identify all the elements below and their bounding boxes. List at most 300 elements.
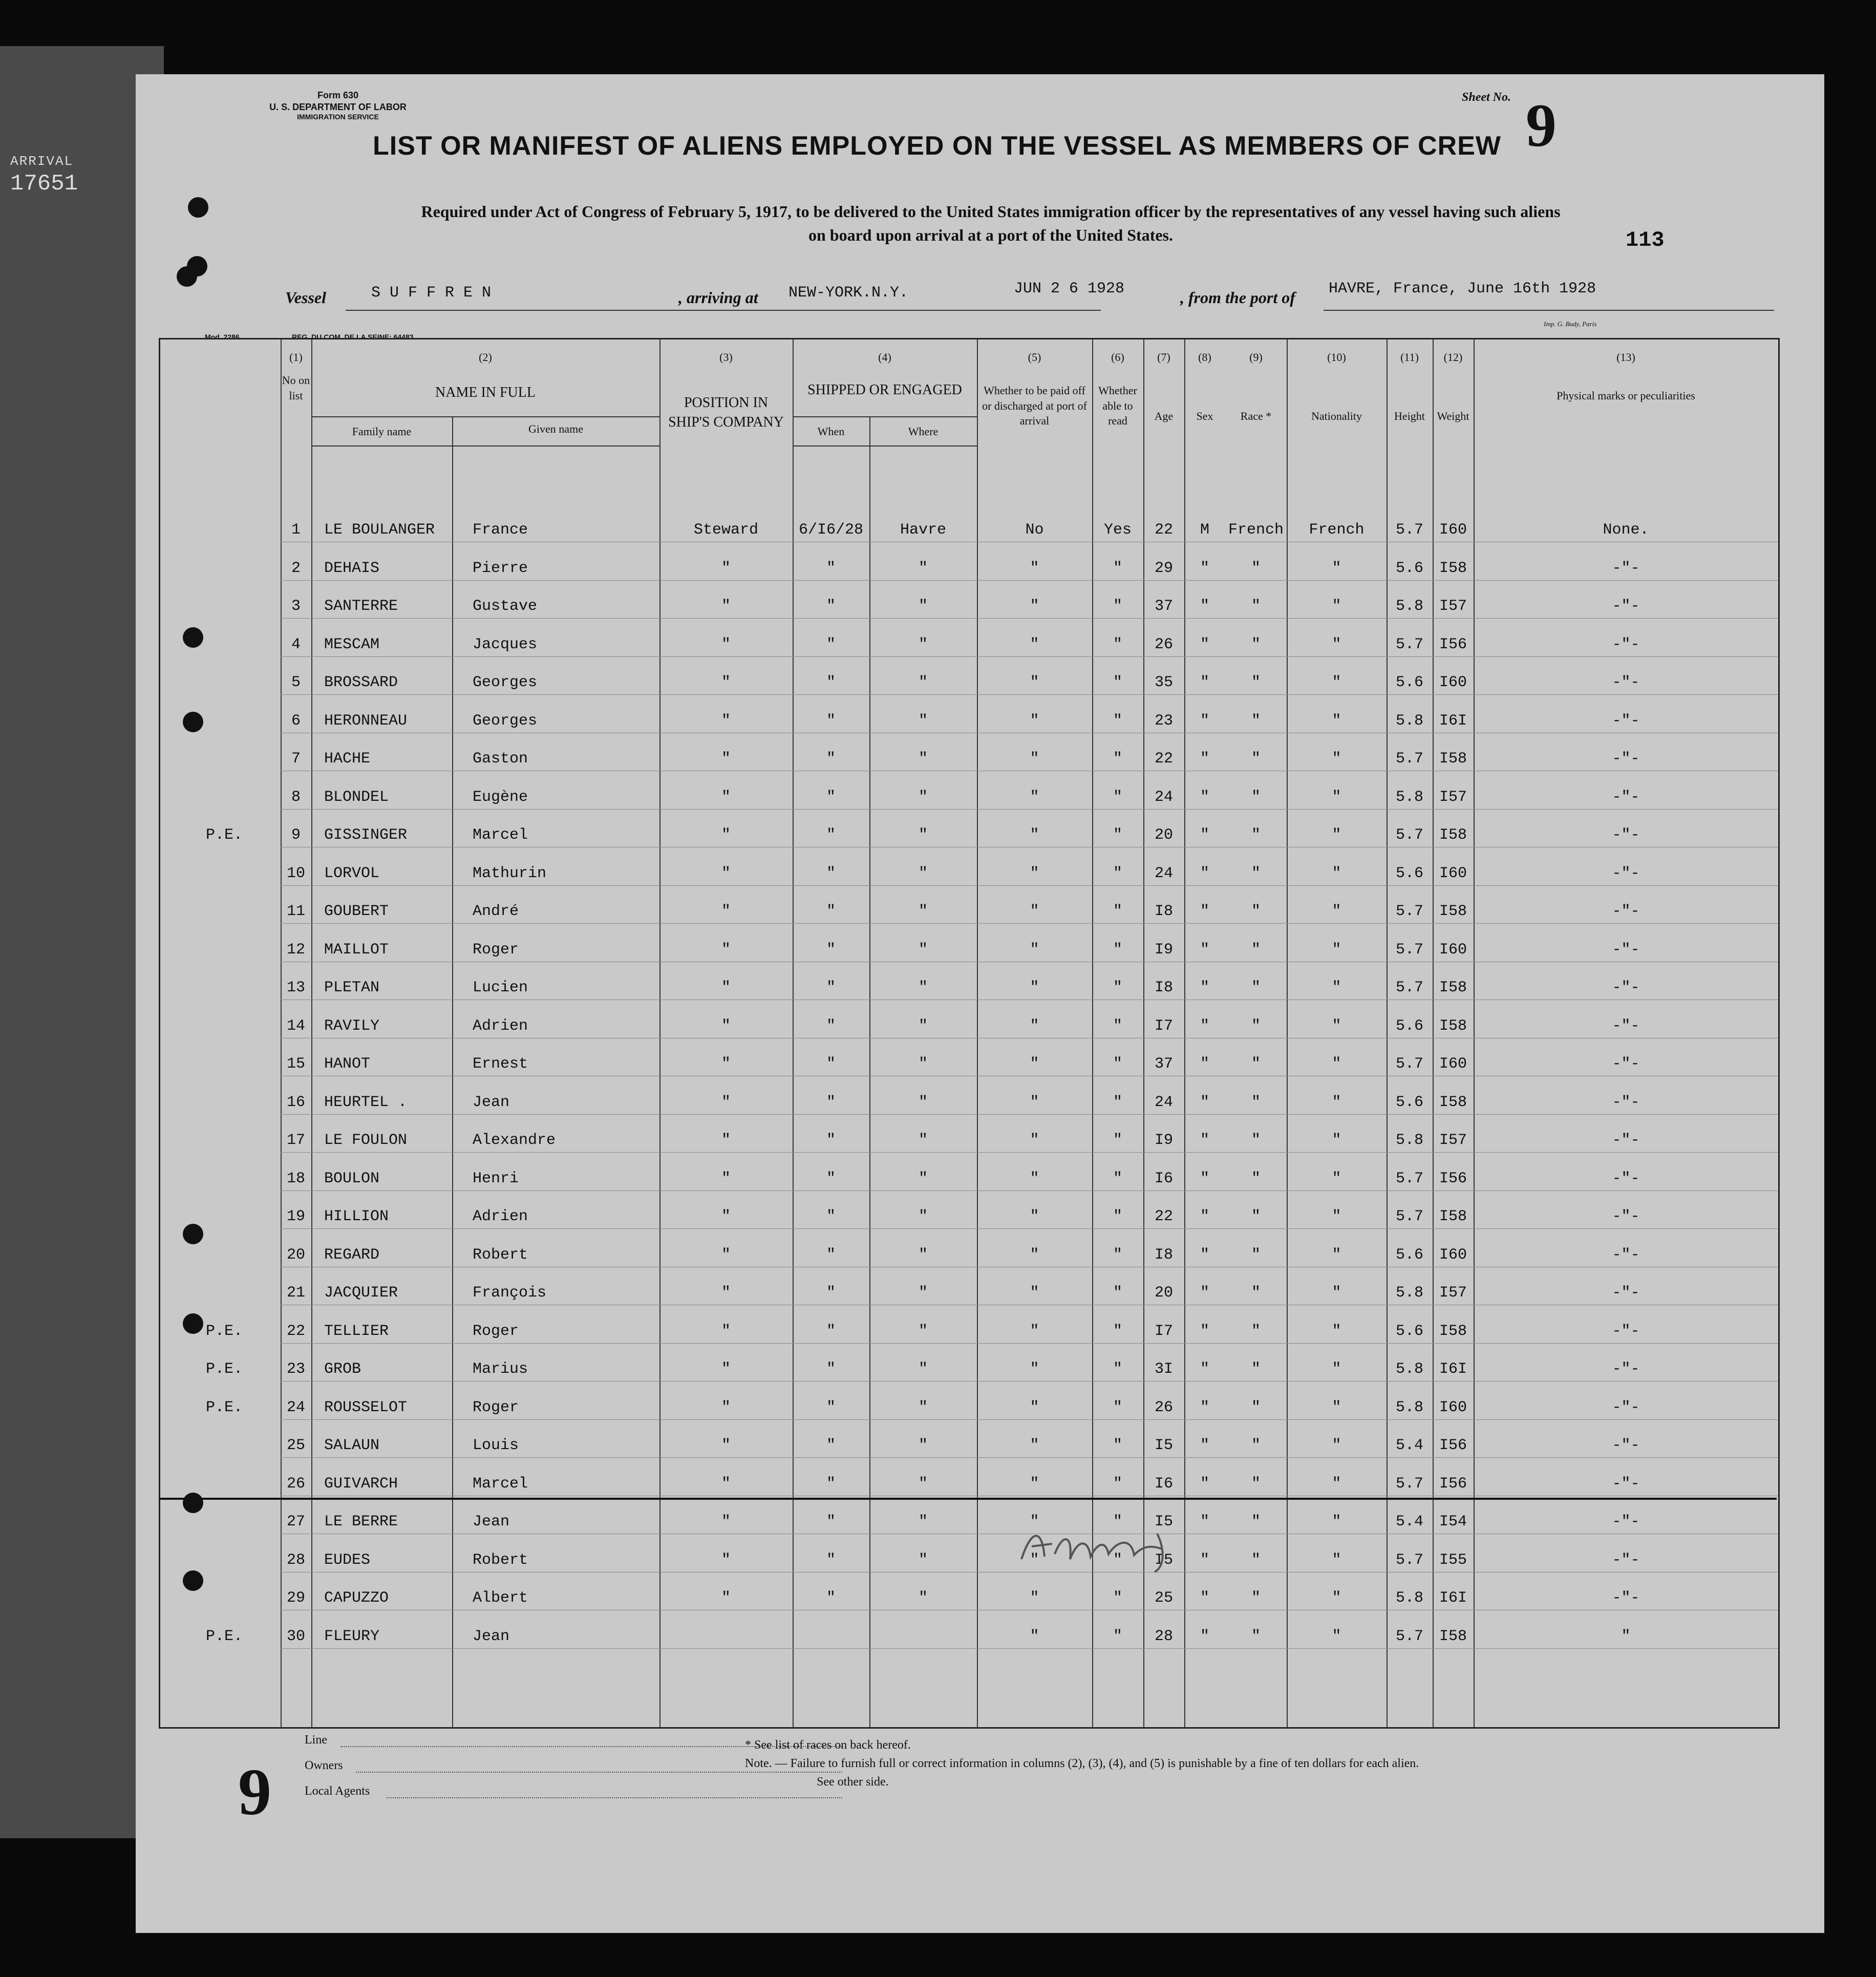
header-height: Height <box>1394 410 1425 422</box>
shipped-when-cell: " <box>826 1208 836 1225</box>
paid-off-cell: " <box>1030 1437 1039 1454</box>
weight-cell: I6I <box>1439 1589 1467 1607</box>
physical-marks-cell: -"- <box>1612 1475 1640 1493</box>
paid-off-cell: " <box>1030 788 1039 806</box>
sex-cell: " <box>1200 1360 1209 1378</box>
weight-cell: I55 <box>1439 1551 1467 1569</box>
position-cell: " <box>721 1017 731 1035</box>
position-cell: " <box>721 1208 731 1225</box>
shipped-when-cell: " <box>826 1017 836 1035</box>
weight-cell: I60 <box>1439 521 1467 539</box>
able-to-read-cell: " <box>1113 635 1122 653</box>
paid-off-cell: " <box>1030 674 1039 691</box>
strike-through-line <box>159 1498 1777 1500</box>
sex-cell: " <box>1200 1246 1209 1264</box>
weight-cell: I56 <box>1439 1170 1467 1187</box>
physical-marks-cell: -"- <box>1612 750 1640 768</box>
position-cell: " <box>721 559 731 577</box>
row-rule <box>281 1114 1778 1115</box>
height-cell: 5.6 <box>1395 1017 1423 1035</box>
row-rule <box>281 1152 1778 1153</box>
paid-off-cell: " <box>1030 1170 1039 1187</box>
physical-marks-cell: -"- <box>1612 1017 1640 1035</box>
weight-cell: I6I <box>1439 712 1467 730</box>
header-age: Age <box>1154 410 1174 422</box>
shipped-when-cell: 6/I6/28 <box>798 521 864 539</box>
nationality-cell: " <box>1332 1246 1341 1264</box>
nationality-cell: " <box>1332 1132 1341 1149</box>
shipped-where-cell: " <box>918 635 928 653</box>
able-to-read-cell: " <box>1113 1093 1122 1111</box>
age-cell: I8 <box>1154 1246 1173 1264</box>
row-number-cell: 22 <box>286 1322 305 1340</box>
weight-cell: I60 <box>1439 1055 1467 1073</box>
given-name-cell: Jean <box>473 1627 510 1645</box>
family-name-cell: BROSSARD <box>324 674 398 691</box>
physical-marks-cell: -"- <box>1612 1360 1640 1378</box>
shipped-where-cell: " <box>918 750 928 768</box>
row-number-cell: 24 <box>286 1398 305 1416</box>
sex-cell: " <box>1200 1398 1209 1416</box>
row-number-cell: 5 <box>291 674 301 691</box>
weight-cell: I56 <box>1439 635 1467 653</box>
physical-marks-cell: -"- <box>1612 1055 1640 1073</box>
from-port: HAVRE, France, June 16th 1928 <box>1329 280 1596 297</box>
shipped-when-cell: " <box>826 1055 836 1073</box>
able-to-read-cell: " <box>1113 1627 1122 1645</box>
height-cell: 5.8 <box>1395 788 1423 806</box>
shipped-where-cell: " <box>918 1284 928 1302</box>
sex-cell: " <box>1200 1017 1209 1035</box>
able-to-read-cell: " <box>1113 941 1122 959</box>
nationality-cell: " <box>1332 903 1341 920</box>
row-rule <box>281 885 1778 886</box>
header-rule <box>793 416 977 417</box>
sex-cell: " <box>1200 1284 1209 1302</box>
shipped-when-cell: " <box>826 941 836 959</box>
race-cell: " <box>1251 1208 1261 1225</box>
header-where: Where <box>908 425 939 438</box>
race-cell: " <box>1251 1437 1261 1454</box>
sex-cell: " <box>1200 1055 1209 1073</box>
nationality-cell: " <box>1332 1589 1341 1607</box>
weight-cell: I58 <box>1439 979 1467 996</box>
age-cell: 26 <box>1154 1398 1173 1416</box>
position-cell: " <box>721 674 731 691</box>
sex-cell: " <box>1200 1437 1209 1454</box>
height-cell: 5.8 <box>1395 1398 1423 1416</box>
position-cell: " <box>721 1246 731 1264</box>
row-number-cell: 15 <box>286 1055 305 1073</box>
height-cell: 5.6 <box>1395 864 1423 882</box>
shipped-where-cell: " <box>918 1170 928 1187</box>
row-number-cell: 18 <box>286 1170 305 1187</box>
annotation-cell: P.E. <box>205 826 243 844</box>
age-cell: I7 <box>1154 1322 1173 1340</box>
shipped-where-cell: " <box>918 559 928 577</box>
sex-cell: " <box>1200 1322 1209 1340</box>
height-cell: 5.6 <box>1395 1246 1423 1264</box>
row-number-cell: 6 <box>291 712 301 730</box>
column-number: (7) <box>1157 351 1170 364</box>
paid-off-cell: " <box>1030 1551 1039 1569</box>
given-name-cell: Jean <box>473 1513 510 1530</box>
race-cell: " <box>1251 941 1261 959</box>
arriving-port: NEW-YORK.N.Y. <box>788 284 909 302</box>
race-cell: " <box>1251 1513 1261 1530</box>
height-cell: 5.8 <box>1395 1284 1423 1302</box>
given-name-cell: Roger <box>473 941 519 959</box>
shipped-when-cell: " <box>826 1360 836 1378</box>
weight-cell: I57 <box>1439 788 1467 806</box>
given-name-cell: Georges <box>473 674 538 691</box>
header-rule <box>311 445 659 447</box>
shipped-where-cell: " <box>918 1246 928 1264</box>
sex-cell: " <box>1200 1475 1209 1493</box>
paid-off-cell: " <box>1030 559 1039 577</box>
footer-owners-label: Owners <box>305 1759 343 1772</box>
nationality-cell: " <box>1332 1551 1341 1569</box>
paid-off-cell: " <box>1030 1055 1039 1073</box>
position-cell: " <box>721 1513 731 1530</box>
manifest-page <box>136 74 1824 1933</box>
height-cell: 5.4 <box>1395 1513 1423 1530</box>
row-number-cell: 16 <box>286 1093 305 1111</box>
column-number: (9) <box>1249 351 1263 364</box>
service-name: IMMIGRATION SERVICE <box>297 113 379 121</box>
sex-cell: " <box>1200 826 1209 844</box>
position-cell: " <box>721 788 731 806</box>
row-rule <box>281 580 1778 581</box>
position-cell: " <box>721 1437 731 1454</box>
nationality-cell: " <box>1332 1170 1341 1187</box>
shipped-where-cell: " <box>918 979 928 996</box>
row-rule <box>281 1228 1778 1229</box>
header-shipped: SHIPPED OR ENGAGED <box>807 382 962 398</box>
shipped-where-cell: " <box>918 941 928 959</box>
column-number: (4) <box>878 351 891 364</box>
physical-marks-cell: " <box>1621 1627 1631 1645</box>
family-name-cell: LE BOULANGER <box>324 521 435 539</box>
sex-cell: " <box>1200 635 1209 653</box>
given-name-cell: Eugène <box>473 788 528 806</box>
race-cell: " <box>1251 1551 1261 1569</box>
position-cell: " <box>721 712 731 730</box>
weight-cell: I58 <box>1439 903 1467 920</box>
column-number: (11) <box>1400 351 1419 364</box>
age-cell: I9 <box>1154 1132 1173 1149</box>
physical-marks-cell: -"- <box>1612 635 1640 653</box>
footer-agents-field <box>387 1797 842 1798</box>
row-number-cell: 10 <box>286 864 305 882</box>
age-cell: I6 <box>1154 1475 1173 1493</box>
shipped-when-cell: " <box>826 674 836 691</box>
physical-marks-cell: -"- <box>1612 864 1640 882</box>
paid-off-cell: No <box>1025 521 1044 539</box>
race-cell: " <box>1251 864 1261 882</box>
shipped-when-cell: " <box>826 1437 836 1454</box>
shipped-where-cell: " <box>918 1055 928 1073</box>
family-name-cell: HACHE <box>324 750 371 768</box>
row-number-cell: 8 <box>291 788 301 806</box>
header-given-name: Given name <box>528 422 583 435</box>
paid-off-cell: " <box>1030 1360 1039 1378</box>
header-no-on-list: No on list <box>282 374 310 402</box>
height-cell: 5.8 <box>1395 712 1423 730</box>
given-name-cell: Georges <box>473 712 538 730</box>
able-to-read-cell: " <box>1113 979 1122 996</box>
nationality-cell: " <box>1332 1208 1341 1225</box>
row-number-cell: 30 <box>286 1627 305 1645</box>
family-name-cell: LORVOL <box>324 864 380 882</box>
physical-marks-cell: -"- <box>1612 979 1640 996</box>
age-cell: 20 <box>1154 826 1173 844</box>
able-to-read-cell: " <box>1113 1551 1122 1569</box>
paid-off-cell: " <box>1030 1627 1039 1645</box>
given-name-cell: Gaston <box>473 750 528 768</box>
sex-cell: " <box>1200 1132 1209 1149</box>
subtitle-line-1: Required under Act of Congress of February 5, 1917, to be delivered to the United States immigration officer by the representatives of any vessel having such aliens <box>421 202 1561 221</box>
height-cell: 5.7 <box>1395 979 1423 996</box>
weight-cell: I60 <box>1439 674 1467 691</box>
family-name-cell: HANOT <box>324 1055 371 1073</box>
shipped-where-cell: " <box>918 1551 928 1569</box>
column-number: (5) <box>1028 351 1041 364</box>
weight-cell: I56 <box>1439 1437 1467 1454</box>
shipped-when-cell: " <box>826 750 836 768</box>
able-to-read-cell: " <box>1113 826 1122 844</box>
weight-cell: I57 <box>1439 1132 1467 1149</box>
race-cell: " <box>1251 1398 1261 1416</box>
age-cell: 29 <box>1154 559 1173 577</box>
shipped-when-cell: " <box>826 1551 836 1569</box>
shipped-where-cell: " <box>918 903 928 920</box>
sheet-label: Sheet No. <box>1462 91 1511 104</box>
position-cell: " <box>721 1398 731 1416</box>
row-number-cell: 25 <box>286 1437 305 1454</box>
nationality-cell: " <box>1332 941 1341 959</box>
sex-cell: " <box>1200 1093 1209 1111</box>
weight-cell: I58 <box>1439 1322 1467 1340</box>
physical-marks-cell: -"- <box>1612 598 1640 615</box>
shipped-where-cell: " <box>918 864 928 882</box>
position-cell: " <box>721 1551 731 1569</box>
given-name-cell: Roger <box>473 1322 519 1340</box>
physical-marks-cell: -"- <box>1612 1208 1640 1225</box>
age-cell: 23 <box>1154 712 1173 730</box>
sheet-number: 9 <box>1526 91 1557 159</box>
race-cell: " <box>1251 1284 1261 1302</box>
race-cell: " <box>1251 1246 1261 1264</box>
arriving-underline <box>783 310 1101 311</box>
shipped-where-cell: " <box>918 1208 928 1225</box>
arrival-stamp <box>10 154 143 200</box>
race-cell: " <box>1251 1093 1261 1111</box>
shipped-when-cell: " <box>826 903 836 920</box>
position-cell: " <box>721 750 731 768</box>
family-name-cell: LE FOULON <box>324 1132 408 1149</box>
given-name-cell: Roger <box>473 1398 519 1416</box>
from-port-underline <box>1324 310 1774 311</box>
shipped-when-cell: " <box>826 1322 836 1340</box>
race-cell: " <box>1251 674 1261 691</box>
given-name-cell: Albert <box>473 1589 528 1607</box>
age-cell: 24 <box>1154 864 1173 882</box>
shipped-when-cell: " <box>826 1246 836 1264</box>
row-rule <box>281 618 1778 619</box>
paid-off-cell: " <box>1030 1513 1039 1530</box>
paid-off-cell: " <box>1030 1475 1039 1493</box>
row-number-cell: 3 <box>291 598 301 615</box>
race-cell: " <box>1251 635 1261 653</box>
height-cell: 5.7 <box>1395 826 1423 844</box>
physical-marks-cell: -"- <box>1612 674 1640 691</box>
row-number-cell: 1 <box>291 521 301 539</box>
sex-cell: " <box>1200 1627 1209 1645</box>
shipped-when-cell: " <box>826 559 836 577</box>
nationality-cell: " <box>1332 826 1341 844</box>
shipped-where-cell: " <box>918 1360 928 1378</box>
shipped-where-cell: " <box>918 598 928 615</box>
able-to-read-cell: " <box>1113 1170 1122 1187</box>
race-cell: " <box>1251 1360 1261 1378</box>
form-number: Form 630 <box>317 90 359 100</box>
height-cell: 5.6 <box>1395 559 1423 577</box>
subtitle-line-2: on board upon arrival at a port of the United States. <box>808 226 1173 245</box>
able-to-read-cell: Yes <box>1103 521 1132 539</box>
height-cell: 5.6 <box>1395 1093 1423 1111</box>
row-rule <box>281 1648 1778 1649</box>
able-to-read-cell: " <box>1113 559 1122 577</box>
row-number-cell: 12 <box>286 941 305 959</box>
shipped-where-cell: " <box>918 1093 928 1111</box>
able-to-read-cell: " <box>1113 1360 1122 1378</box>
weight-cell: I58 <box>1439 750 1467 768</box>
race-cell: " <box>1251 1170 1261 1187</box>
sex-cell: " <box>1200 1208 1209 1225</box>
nationality-cell: " <box>1332 1017 1341 1035</box>
arrival-stamp-number: 17651 <box>10 171 78 197</box>
paid-off-cell: " <box>1030 1017 1039 1035</box>
manifest-table <box>159 338 1780 1729</box>
family-name-cell: ROUSSELOT <box>324 1398 408 1416</box>
position-cell: " <box>721 1284 731 1302</box>
family-name-cell: LE BERRE <box>324 1513 398 1530</box>
nationality-cell: " <box>1332 1398 1341 1416</box>
given-name-cell: Gustave <box>473 598 538 615</box>
position-cell: " <box>721 1322 731 1340</box>
header-paid-off: Whether to be paid off or discharged at port of arrival <box>982 384 1087 428</box>
shipped-when-cell: " <box>826 1132 836 1149</box>
age-cell: I6 <box>1154 1170 1173 1187</box>
shipped-where-cell: " <box>918 712 928 730</box>
arriving-label: , arriving at <box>678 288 758 307</box>
shipped-when-cell: " <box>826 635 836 653</box>
paid-off-cell: " <box>1030 750 1039 768</box>
sex-cell: " <box>1200 903 1209 920</box>
row-number-cell: 29 <box>286 1589 305 1607</box>
family-name-cell: GROB <box>324 1360 361 1378</box>
shipped-when-cell: " <box>826 712 836 730</box>
form-identifier <box>210 90 466 122</box>
nationality-cell: " <box>1332 788 1341 806</box>
paid-off-cell: " <box>1030 1246 1039 1264</box>
header-family-name: Family name <box>352 425 412 438</box>
nationality-cell: " <box>1332 1322 1341 1340</box>
able-to-read-cell: " <box>1113 864 1122 882</box>
age-cell: 20 <box>1154 1284 1173 1302</box>
arrival-date: JUN 2 6 1928 <box>1014 280 1125 297</box>
race-cell: " <box>1251 559 1261 577</box>
shipped-when-cell: " <box>826 1284 836 1302</box>
race-cell: " <box>1251 1627 1261 1645</box>
age-cell: 37 <box>1154 1055 1173 1073</box>
age-cell: I9 <box>1154 941 1173 959</box>
footer-note-races: * See list of races on back hereof. <box>745 1738 911 1752</box>
column-number: (3) <box>719 351 733 364</box>
row-number-cell: 2 <box>291 559 301 577</box>
column-number: (1) <box>289 351 303 364</box>
position-cell: " <box>721 1589 731 1607</box>
column-number: (2) <box>479 351 492 364</box>
race-cell: " <box>1251 1132 1261 1149</box>
able-to-read-cell: " <box>1113 674 1122 691</box>
column-number: (8) <box>1198 351 1211 364</box>
race-cell: " <box>1251 598 1261 615</box>
weight-cell: I57 <box>1439 1284 1467 1302</box>
given-name-cell: Adrien <box>473 1017 528 1035</box>
sex-cell: " <box>1200 979 1209 996</box>
footer-agents-label: Local Agents <box>305 1784 370 1798</box>
height-cell: 5.8 <box>1395 1360 1423 1378</box>
row-number-cell: 28 <box>286 1551 305 1569</box>
age-cell: 26 <box>1154 635 1173 653</box>
nationality-cell: " <box>1332 1055 1341 1073</box>
height-cell: 5.7 <box>1395 941 1423 959</box>
physical-marks-cell: -"- <box>1612 1513 1640 1530</box>
header-able-to-read: Whether able to read <box>1098 384 1137 428</box>
footer-line-label: Line <box>305 1733 327 1747</box>
paid-off-cell: " <box>1030 598 1039 615</box>
able-to-read-cell: " <box>1113 1322 1122 1340</box>
able-to-read-cell: " <box>1113 903 1122 920</box>
sex-cell: " <box>1200 559 1209 577</box>
nationality-cell: " <box>1332 864 1341 882</box>
sex-cell: " <box>1200 674 1209 691</box>
paid-off-cell: " <box>1030 635 1039 653</box>
able-to-read-cell: " <box>1113 1132 1122 1149</box>
shipped-where-cell: " <box>918 788 928 806</box>
shipped-when-cell: " <box>826 1170 836 1187</box>
row-number-cell: 17 <box>286 1132 305 1149</box>
header-nationality: Nationality <box>1311 410 1362 422</box>
weight-cell: I56 <box>1439 1475 1467 1493</box>
column-number: (10) <box>1327 351 1346 364</box>
able-to-read-cell: " <box>1113 712 1122 730</box>
sex-cell: " <box>1200 1551 1209 1569</box>
nationality-cell: " <box>1332 1284 1341 1302</box>
given-name-cell: Alexandre <box>473 1132 556 1149</box>
age-cell: 24 <box>1154 1093 1173 1111</box>
given-name-cell: France <box>473 521 528 539</box>
shipped-where-cell: Havre <box>900 521 946 539</box>
weight-cell: I60 <box>1439 864 1467 882</box>
able-to-read-cell: " <box>1113 1398 1122 1416</box>
race-cell: " <box>1251 826 1261 844</box>
weight-cell: I60 <box>1439 1246 1467 1264</box>
age-cell: 22 <box>1154 750 1173 768</box>
footer-note-see-other-side: See other side. <box>817 1775 889 1789</box>
